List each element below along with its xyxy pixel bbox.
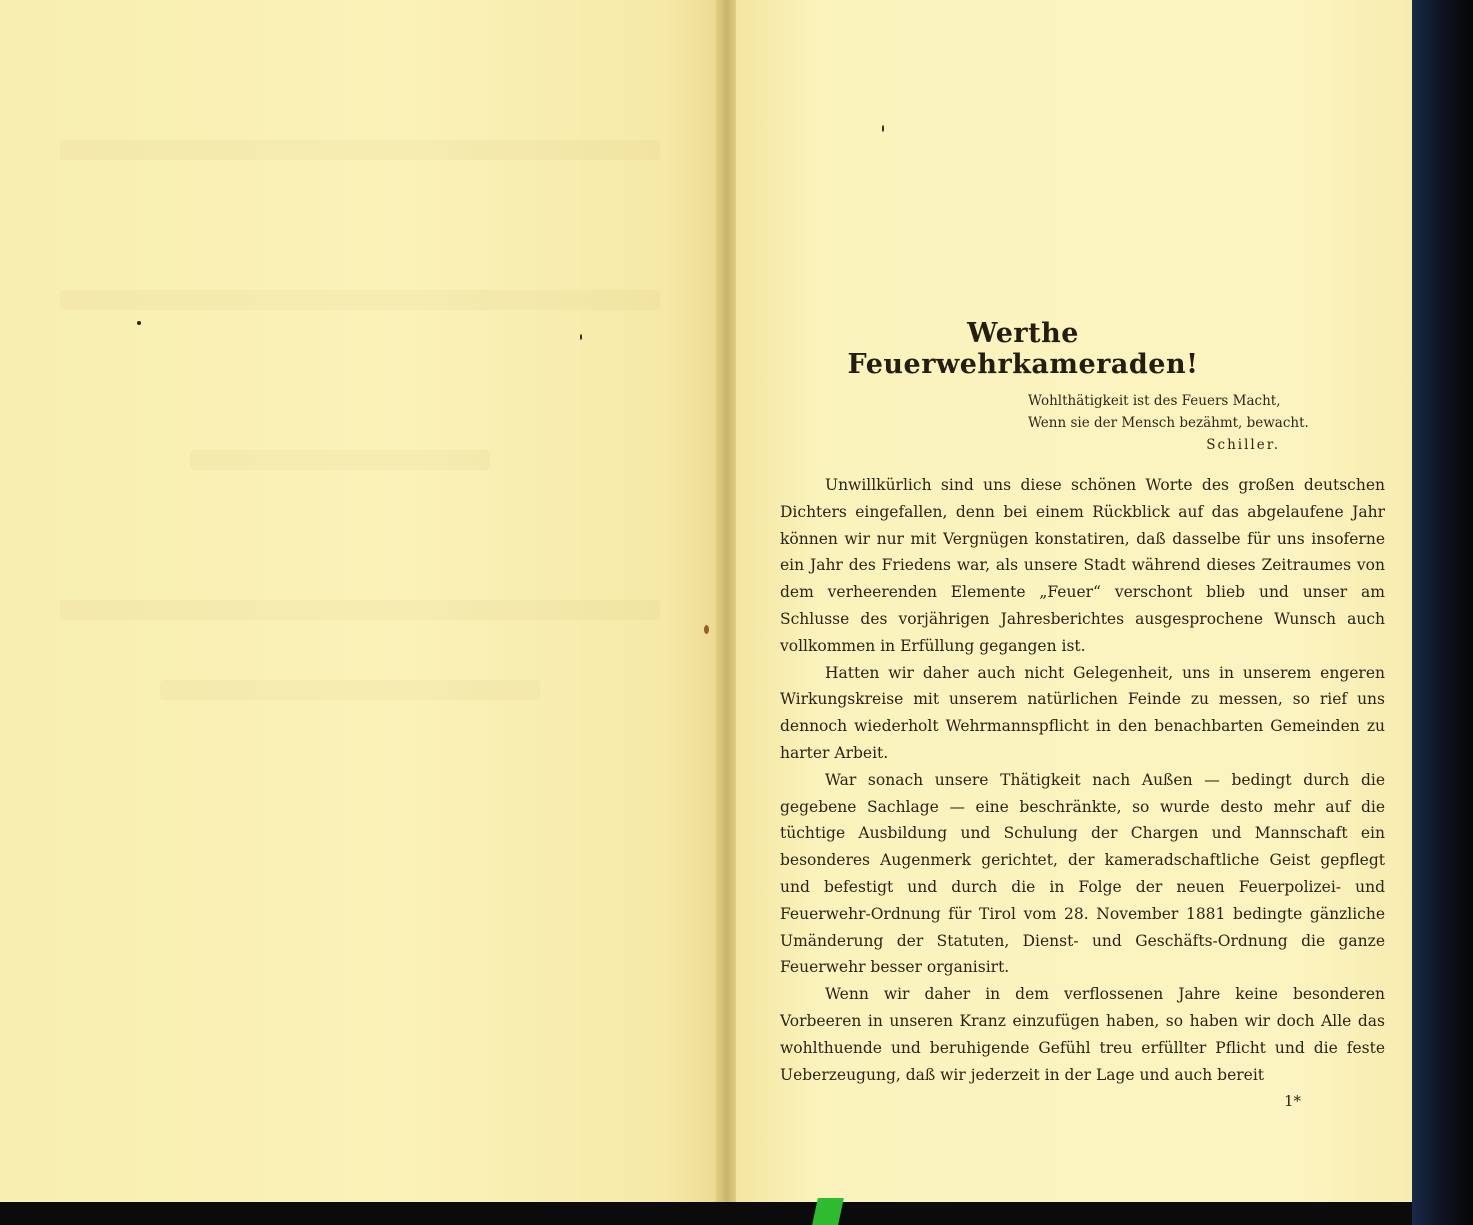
bookmark-tab	[812, 1198, 844, 1225]
paragraph: War sonach unsere Thätigkeit nach Außen — bedingt durch die gegebene Sachlage — eine beschränkte, so wurde desto mehr auf die tüchtige Ausbildung und Schulung der Chargen und Mannschaft ein besonderes Augenmerk gerichtet, der kameradschaftliche Geist gepflegt und befestigt und durch die in Folge der neuen Feuerpolizei- und Feuerwehr-Ordnung für Tirol vom 28. November 1881 bedingte gänzliche Umänderung der Statuten, Dienst- und Geschäfts-Ordnung die ganze Feuerwehr besser organisirt.	[780, 770, 1385, 977]
ink-speck	[137, 321, 141, 325]
paragraph: Unwillkürlich sind uns diese schönen Worte des großen deutschen Dichters eingefallen, denn bei einem Rückblick auf das abgelaufene Jahr können wir nur mit Vergnügen konstatiren, daß dasselbe für uns insoferne ein Jahr des Friedens war, als unsere Stadt während dieses Zeitraumes von dem verheerenden Elemente „Feuer“ verschont blieb und unser am Schlusse des vorjährigen Jahresberichtes ausgesprochene Wunsch auch vollkommen in Erfüllung gegangen ist.	[780, 476, 1385, 655]
ink-speck	[580, 334, 582, 340]
signature-mark: 1*	[1284, 1092, 1302, 1110]
show-through-line	[60, 600, 660, 620]
paragraph: Wenn wir daher in dem verflossenen Jahre keine besonderen Vorbeeren in unseren Kranz einzufügen haben, so haben wir doch Alle das wohlthuende und beruhigende Gefühl treu erfüllter Pflicht und die feste Ueberzeugung, daß wir jederzeit in der Lage und auch bereit	[780, 985, 1385, 1084]
motto-line-2: Wenn sie der Mensch bezähmt, bewacht.	[1028, 415, 1309, 431]
motto-author: Schiller.	[1206, 437, 1280, 453]
scanner-edge	[1412, 0, 1473, 1225]
show-through-line	[60, 140, 660, 160]
ink-speck	[882, 125, 884, 132]
show-through-line	[160, 680, 540, 700]
left-page-blank	[0, 0, 724, 1202]
paragraph: Hatten wir daher auch nicht Gelegenheit, uns in unserem engeren Wirkungskreise mit unserem natürlichen Feinde zu messen, so rief uns dennoch wiederholt Wehrmannspflicht in den benachbarten Gemeinden zu harter Arbeit.	[780, 663, 1385, 762]
stain-speck	[704, 625, 709, 634]
show-through-line	[190, 450, 490, 470]
body-text	[780, 472, 1385, 1088]
motto-line-1: Wohlthätigkeit ist des Feuers Macht,	[1028, 393, 1281, 409]
show-through-line	[60, 290, 660, 310]
page-title: Werthe Feuerwehrkameraden!	[847, 318, 1199, 380]
motto-quote	[1028, 390, 1338, 456]
